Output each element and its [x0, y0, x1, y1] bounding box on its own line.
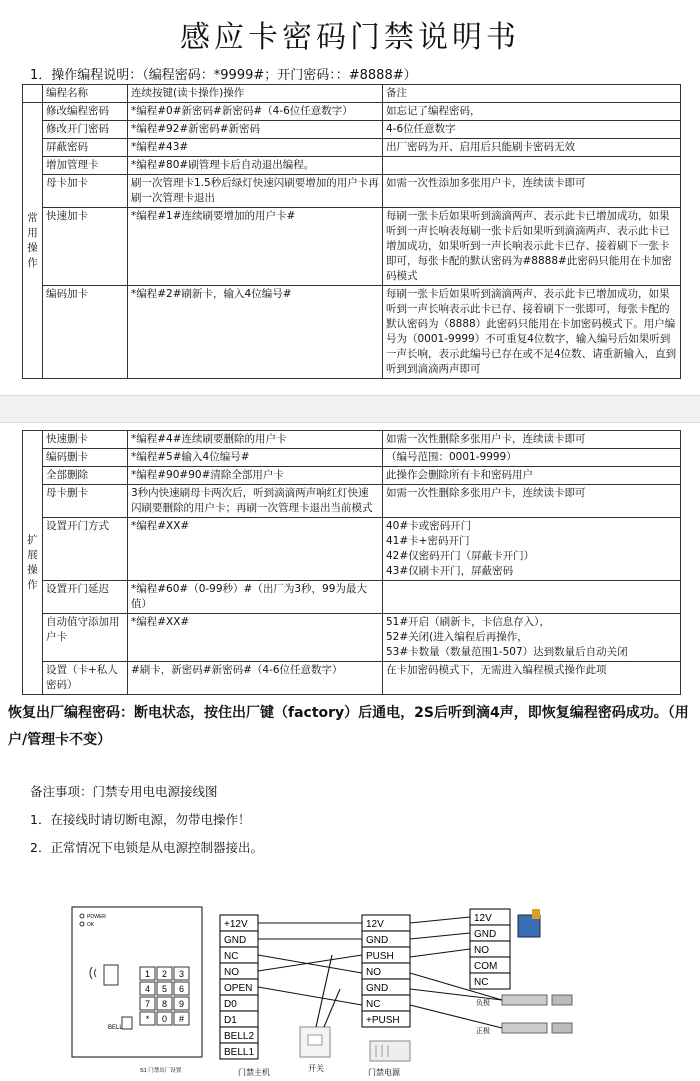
cell-operation: 3秒内快速刷母卡两次后，听到滴滴两声响红灯快速闪刷要删除的用户卡；再刷一次管理卡退出当前模式 — [128, 485, 383, 518]
terminal-label: NO — [366, 967, 381, 978]
terminal-label: 12V — [474, 913, 492, 924]
cell-name: 屏蔽密码 — [43, 139, 128, 157]
note-item-1: 1．在接线时请切断电源，勿带电操作！ — [30, 812, 251, 827]
category-common: 常 用 操 作 — [23, 103, 43, 379]
table-row — [23, 286, 681, 379]
table-row — [23, 485, 681, 518]
cell-operation: *编程#92#新密码#新密码 — [128, 121, 383, 139]
power-indicator-label: POWER — [87, 914, 106, 920]
table-row — [23, 208, 681, 286]
table-row — [23, 518, 681, 581]
factory-reset-note: 恢复出厂编程密码：断电状态，按住出厂键（factory）后通电，2S后听到滴4声，即恢复编程密码成功。（用 户/管理卡不变） — [8, 705, 689, 748]
table-row — [23, 103, 681, 121]
electric-lock-icon — [502, 1023, 572, 1033]
terminal-label: NC — [366, 999, 381, 1010]
table-row — [23, 139, 681, 157]
extended-operations-table — [22, 430, 681, 695]
wiring-diagram — [70, 905, 630, 1077]
cell-remark: 如需一次性删除多张用户卡，连续读卡即可 — [383, 485, 681, 518]
cell-remark: 40#卡或密码开门 41#卡+密码开门 42#仅密码开门（屏蔽卡开门） 43#仅刷卡开门，屏蔽密码 — [383, 518, 681, 581]
terminal-label: D1 — [224, 1015, 237, 1026]
cell-name: 全部删除 — [43, 467, 128, 485]
table-row — [23, 449, 681, 467]
cell-remark: 如忘记了编程密码， — [383, 103, 681, 121]
table-row — [23, 662, 681, 695]
table-row — [23, 581, 681, 614]
note-item-2: 2．正常情况下电锁是从电源控制器接出。 — [30, 840, 263, 855]
cell-name: 自动值守添加用户卡 — [43, 614, 128, 662]
document-title: 感应卡密码门禁说明书 — [180, 20, 520, 55]
cell-remark: 如需一次性添加多张用户卡，连续读卡即可 — [383, 175, 681, 208]
table-row — [23, 157, 681, 175]
keypad-key-label: 1 — [144, 969, 151, 979]
table-row — [23, 614, 681, 662]
cell-name: 编码删卡 — [43, 449, 128, 467]
terminal-label: GND — [366, 983, 389, 994]
table-row — [23, 121, 681, 139]
cell-remark: 每刷一张卡后如果听到滴滴两声、表示此卡已增加成功，如果听到一声长响表每刷一张卡后如果听到滴滴两声、表示此卡已增加成功，如果听到一声长响表示此卡已存、接着刷下一张卡即可，每张卡配的默认密码为#8888#此密码只能用在卡加密码模式 — [383, 208, 681, 286]
terminal-label: +12V — [224, 919, 248, 930]
keypad-key-label: 3 — [178, 969, 185, 979]
cell-remark — [383, 157, 681, 175]
power-supply-icon — [370, 1041, 410, 1061]
terminal-label: D0 — [224, 999, 237, 1010]
keypad-key-label: 4 — [144, 984, 151, 994]
table-header-row — [23, 85, 681, 103]
header-name: 编程名称 — [43, 85, 128, 103]
page-separator — [0, 395, 700, 423]
terminal-label: OPEN — [224, 983, 253, 994]
cell-operation: *编程#0#新密码#新密码#（4-6位任意数字） — [128, 103, 383, 121]
cell-operation: *编程#2#刷新卡，输入4位编号# — [128, 286, 383, 379]
keypad-key-label: 5 — [161, 984, 168, 994]
cell-operation: *编程#90#90#清除全部用户卡 — [128, 467, 383, 485]
keypad-key-label: 0 — [161, 1014, 168, 1024]
cell-name: 修改编程密码 — [43, 103, 128, 121]
terminal-label: COM — [474, 961, 498, 972]
keypad-key-label: 2 — [161, 969, 168, 979]
electric-lock-icon — [502, 995, 572, 1005]
cell-remark: 出厂密码为开、启用后只能刷卡密码无效 — [383, 139, 681, 157]
cell-remark: 51#开启（刷新卡，卡信息存入）， 52#关闭(进入编程后再操作， 53#卡数量（数量范围1-507）达到数量后自动关闭 — [383, 614, 681, 662]
terminal-label: PUSH — [366, 951, 394, 962]
terminal-label: BELL2 — [224, 1031, 255, 1042]
cell-operation: *编程#XX# — [128, 518, 383, 581]
cell-remark: （编号范围：0001-9999） — [383, 449, 681, 467]
cell-name: 编码加卡 — [43, 286, 128, 379]
psu-terminal-block — [362, 915, 410, 1027]
cell-name: 设置开门方式 — [43, 518, 128, 581]
cell-remark: 在卡加密码模式下，无需进入编程模式操作此项 — [383, 662, 681, 695]
switch-label: 开关 — [308, 1064, 324, 1073]
cell-operation: *编程#5#输入4位编号# — [128, 449, 383, 467]
cell-remark — [383, 581, 681, 614]
terminal-label: NO — [474, 945, 489, 956]
negative-label: 负极 — [476, 1000, 490, 1007]
keypad-key-label: * — [145, 1014, 150, 1024]
notes-heading: 备注事项：门禁专用电电源接线图 — [30, 784, 218, 799]
exit-switch-icon — [300, 1027, 330, 1057]
terminal-label: BELL1 — [224, 1047, 255, 1058]
keypad-key-label: 9 — [178, 999, 185, 1009]
cell-name: 增加管理卡 — [43, 157, 128, 175]
terminal-label: GND — [224, 935, 247, 946]
cell-name: 母卡删卡 — [43, 485, 128, 518]
keypad-key-label: 6 — [178, 984, 185, 994]
cell-name: 修改开门密码 — [43, 121, 128, 139]
terminal-label: NC — [474, 977, 489, 988]
cell-name: 设置（卡+私人密码） — [43, 662, 128, 695]
cell-operation: *编程#80#刷管理卡后自动退出编程。 — [128, 157, 383, 175]
terminal-label: 12V — [366, 919, 384, 930]
table-row — [23, 467, 681, 485]
cell-operation: *编程#1#连续刷要增加的用户卡# — [128, 208, 383, 286]
cell-operation: *编程#4#连续刷要删除的用户卡 — [128, 431, 383, 449]
terminal-label: GND — [366, 935, 389, 946]
keypad-panel — [72, 907, 202, 1074]
keypad-key-label: 8 — [161, 999, 168, 1009]
positive-label: 正极 — [476, 1028, 490, 1035]
lock-terminal-block — [470, 909, 510, 989]
psu-label: 门禁电源 — [368, 1068, 400, 1077]
cell-remark: 如需一次性删除多张用户卡，连续读卡即可 — [383, 431, 681, 449]
header-remark: 备注 — [383, 85, 681, 103]
category-extended: 扩 展 操 作 — [23, 431, 43, 695]
table-row — [23, 431, 681, 449]
keypad-key-label: 7 — [144, 999, 151, 1009]
cell-operation: *编程#43# — [128, 139, 383, 157]
table-row — [23, 175, 681, 208]
cell-remark: 4-6位任意数字 — [383, 121, 681, 139]
cell-remark: 此操作会删除所有卡和密码用户 — [383, 467, 681, 485]
category-spacer — [23, 85, 43, 103]
cell-remark: 每刷一张卡后如果听到滴滴两声、表示此卡已增加成功，如果听到一声长响表示此卡已存、接着刷下一张即可，每张卡配的默认密码为（8888）此密码只能用在卡加密码模式下。用户编号为（0001-9999）不可重复4位数字，输入编号后如果听到一声长响，表示此编号已存在或不足4位数、请重新输入，直到听到到滴滴两声即可 — [383, 286, 681, 379]
cell-name: 母卡加卡 — [43, 175, 128, 208]
terminal-label: NC — [224, 951, 239, 962]
cell-operation: *编程#60#（0-99秒）#（出厂为3秒，99为最大值） — [128, 581, 383, 614]
header-operation: 连续按键(读卡操作)操作 — [128, 85, 383, 103]
cell-operation: *编程#XX# — [128, 614, 383, 662]
panel-caption: S1 门禁出厂设置 — [140, 1068, 182, 1074]
host-terminal-block — [220, 915, 258, 1059]
terminal-label: GND — [474, 929, 497, 940]
cell-name: 设置开门延迟 — [43, 581, 128, 614]
cell-name: 快速加卡 — [43, 208, 128, 286]
cell-operation: #刷卡，新密码#新密码#（4-6位任意数字） — [128, 662, 383, 695]
common-operations-table — [22, 84, 681, 379]
cell-name: 快速删卡 — [43, 431, 128, 449]
terminal-label: +PUSH — [366, 1015, 400, 1026]
cell-operation: 刷一次管理卡1.5秒后绿灯快速闪刷要增加的用户卡再刷一次管理卡退出 — [128, 175, 383, 208]
ok-indicator-label: OK — [87, 922, 95, 928]
terminal-label: NO — [224, 967, 239, 978]
controller-module-icon — [518, 909, 540, 937]
section-heading-programming: 1．操作编程说明：（编程密码：*9999#；开门密码：：#8888#） — [30, 68, 417, 83]
host-label: 门禁主机 — [238, 1068, 270, 1077]
keypad-key-label: # — [178, 1014, 185, 1024]
bell-label: BELL — [108, 1025, 123, 1031]
